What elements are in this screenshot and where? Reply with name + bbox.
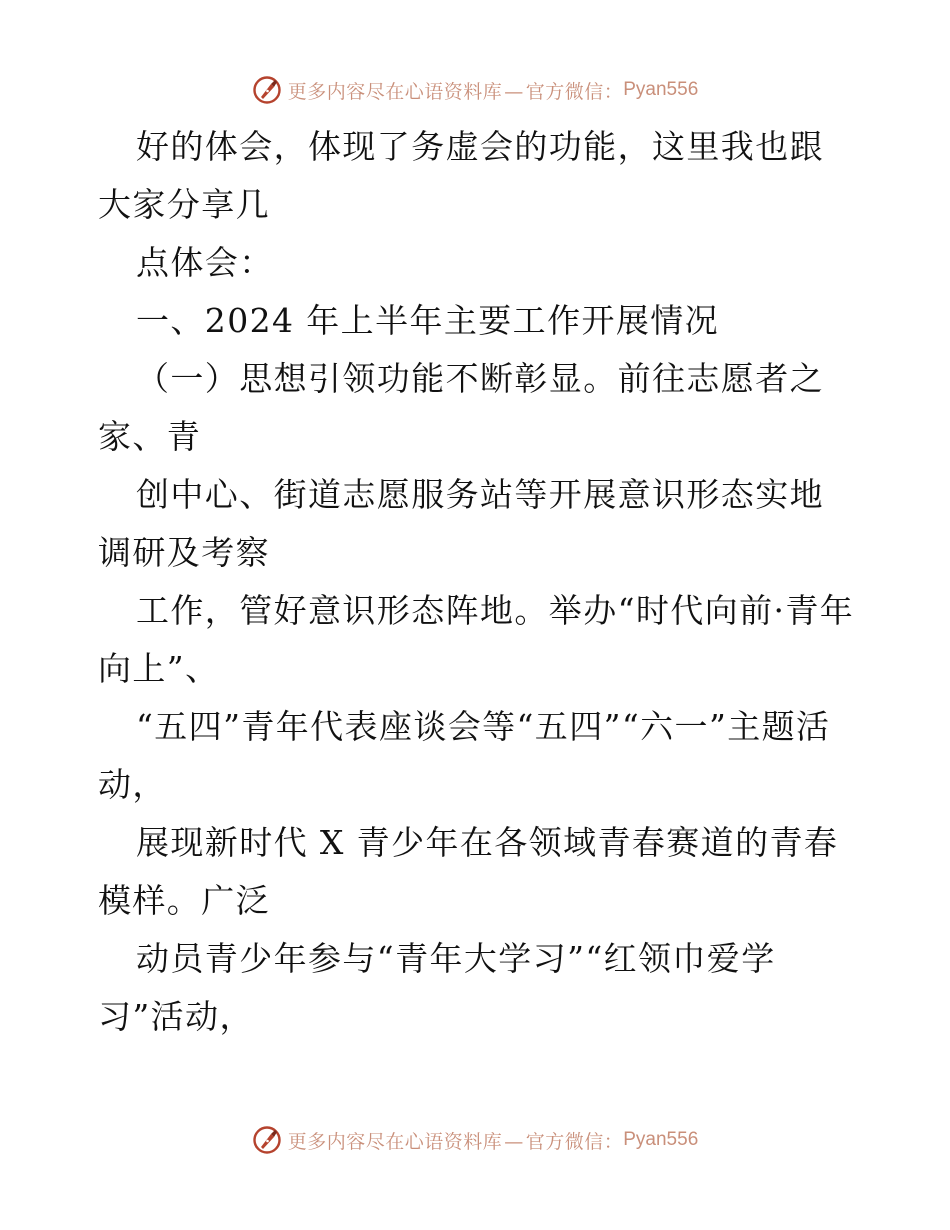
paragraph: 动员青少年参与“青年大学习”“红领巾爱学习”活动， — [98, 939, 776, 1036]
footer-banner-text — [288, 1127, 624, 1154]
header-banner-title: 更多内容尽在心语资料库 — [287, 80, 503, 103]
document-body — [98, 118, 858, 1046]
paragraph: 展现新时代 X 青少年在各领域青春赛道的青春模样。广泛 — [98, 823, 839, 920]
paragraph: 工作，管好意识形态阵地。举办“时代向前·青年向上”、 — [98, 591, 855, 688]
paragraph: “五四”青年代表座谈会等“五四”“六一”主题活动， — [98, 707, 831, 804]
paragraph: 创中心、街道志愿服务站等开展意识形态实地调研及考察 — [98, 475, 824, 572]
pen-nib-logo-icon — [252, 1125, 282, 1155]
paragraph: 好的体会，体现了务虚会的功能，这里我也跟大家分享几 — [98, 127, 824, 224]
header-banner-contact: 官方微信： — [525, 80, 624, 103]
footer-banner-contact: 官方微信： — [525, 1130, 624, 1153]
pen-nib-logo-icon — [252, 75, 282, 105]
footer-banner-dash: — — [504, 1130, 524, 1153]
header-banner-dash: — — [504, 80, 524, 103]
paragraph: 点体会： — [136, 243, 274, 282]
header-banner-id: Pyan556 — [623, 79, 699, 100]
footer-banner-id: Pyan556 — [623, 1129, 699, 1150]
header-banner-text — [288, 77, 624, 104]
footer-banner-title: 更多内容尽在心语资料库 — [287, 1130, 503, 1153]
paragraph: （一）思想引领功能不断彰显。前往志愿者之家、青 — [98, 359, 824, 456]
header-banner — [0, 70, 950, 110]
section-heading: 一、2024 年上半年主要工作开展情况 — [136, 301, 720, 340]
footer-banner — [0, 1120, 950, 1160]
